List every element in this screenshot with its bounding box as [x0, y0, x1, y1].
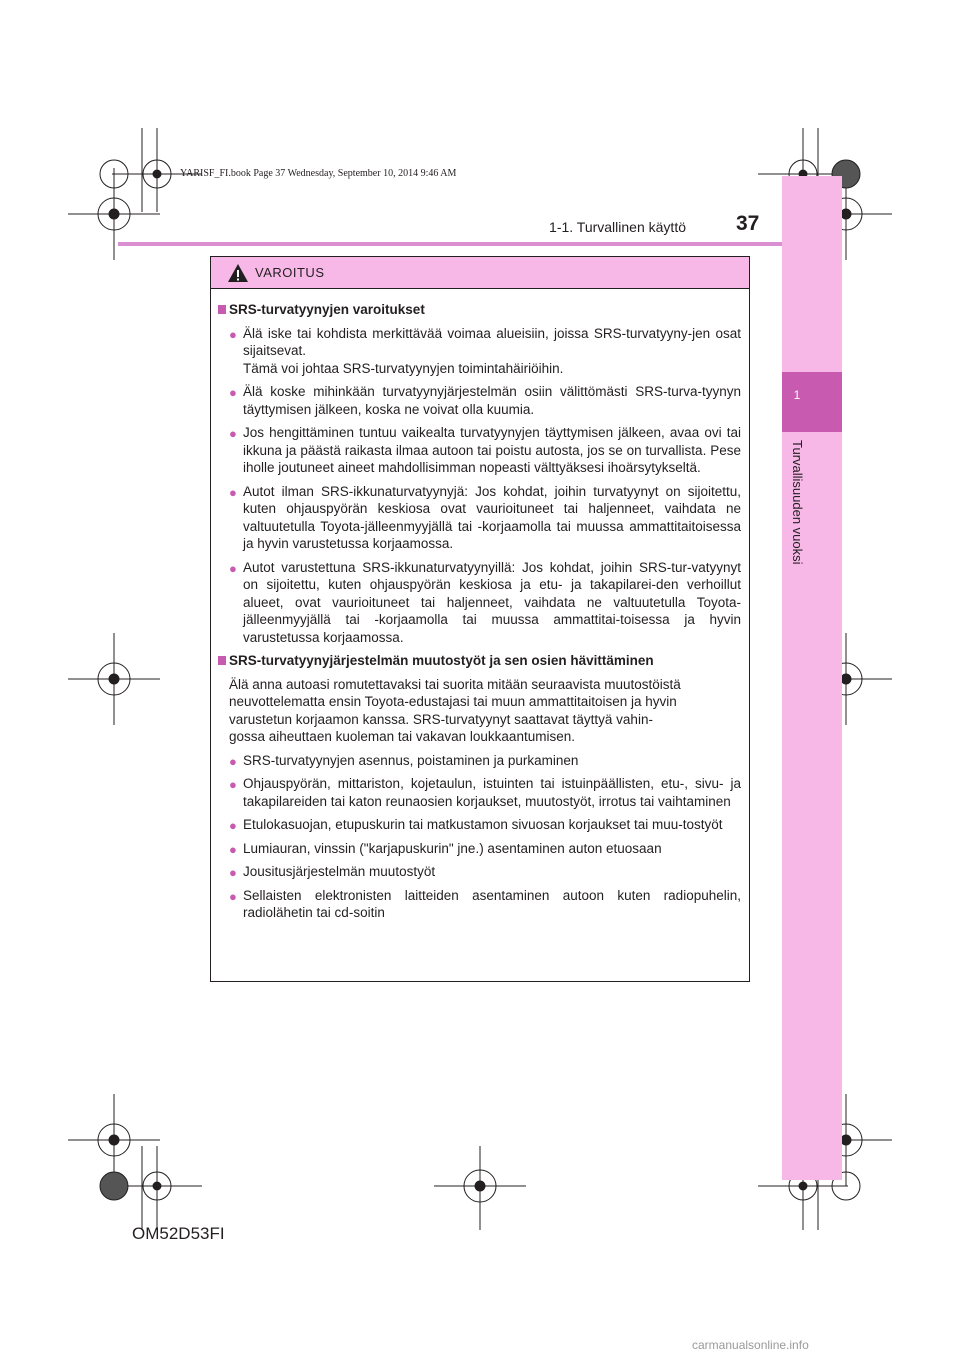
list-item: ● Jousitusjärjestelmän muutostyöt — [229, 864, 436, 880]
warning-body — [211, 289, 749, 922]
bullet-icon: ● — [229, 841, 237, 857]
bullet-icon: ● — [229, 426, 237, 441]
list-item: ● SRS-turvatyynyjen asennus, poistaminen ja purkaminen — [229, 752, 579, 769]
list-item: ● Autot ilman SRS-ikkunaturvatyynyjä: Jos kohdat, joihin turvatyynyt on sijoitettu, kuten ohjauspyörän keskiosa ovat vaurioituneet tai haljenneet, vaihdata ne valtuutetulla Toyota-jälleenmyyjällä tai -korjaamolla tai muussa ammattitaitoisessa ja hyvin varustetussa korjaamossa. — [229, 483, 741, 551]
list-item: ● Lumiauran, vinssin ("karjapuskurin" jne.) asentaminen auton etuosaan — [229, 840, 662, 857]
list-item: ● Älä iske tai kohdista merkittävää voimaa alueisiin, joissa SRS-turvatyyny-jen osat sijaitsevat. Tämä voi johtaa SRS-turvatyynyjen toimintahäiriöihin. — [229, 325, 741, 376]
watermark: carmanualsonline.info — [692, 1338, 809, 1352]
side-tab-label: Turvallisuuden vuoksi — [790, 440, 805, 565]
list-item: ● Autot varustettuna SRS-ikkunaturvatyynyillä: Jos kohdat, joihin SRS-tur-vatyynyt on sijoitettu, kuten ohjauspyörän keskiosa ja etu- ja takapilarei-den verhoillut alueet, ovat vaurioituneet tai haljenneet, vaihdata ne valtuutetulla Toyota-jälleenmyyjällä tai -korjaamolla tai muussa ammattitai-toisessa ja hyvin varustetussa korjaamossa. — [229, 559, 741, 645]
section-title: 1-1. Turvallinen käyttö — [549, 219, 686, 235]
bullet-icon: ● — [229, 888, 237, 904]
bullet-icon: ● — [229, 865, 237, 880]
warning-box — [210, 256, 750, 982]
manual-code: OM52D53FI — [132, 1224, 225, 1243]
list-item: ● Sellaisten elektronisten laitteiden asentaminen autoon kuten radiopuhelin, radiolähetin tai cd-soitin — [229, 887, 741, 920]
bullet-icon: ● — [229, 385, 237, 400]
list-item: ● Etulokasuojan, etupuskurin tai matkustamon sivuosan korjaukset tai muu-tostyöt — [229, 817, 723, 833]
side-tab — [782, 176, 842, 1180]
bullet-icon: ● — [229, 560, 237, 576]
section-heading: SRS-turvatyynyjärjestelmän muutostyöt ja sen osien hävittäminen — [217, 652, 741, 670]
warning-header — [211, 257, 749, 289]
bullet-icon: ● — [229, 777, 237, 792]
side-tab-chapter-marker — [782, 372, 842, 432]
header-rule — [118, 242, 782, 246]
list-item: ● Ohjauspyörän, mittariston, kojetaulun, istuinten tai istuinpäällisten, etu-, sivu- ja takapilareiden tai katon reunaosien korjaukset, muutostyöt, irrotus tai vaihtaminen — [229, 776, 741, 809]
section-heading: SRS-turvatyynyjen varoitukset — [217, 301, 741, 319]
bullet-icon: ● — [229, 818, 237, 833]
list-item: ● Älä koske mihinkään turvatyynyjärjestelmän osiin välittömästi SRS-turva-tyynyn täyttymisen jälkeen, koska ne voivat olla kuumia. — [229, 384, 741, 417]
bullet-icon: ● — [229, 326, 237, 342]
bullet-icon: ● — [229, 484, 237, 500]
side-tab-number: 1 — [793, 388, 801, 402]
section-paragraph: Älä anna autoasi romutettavaksi tai suorita mitään seuraavista muutostöistä neuvottelematta ensin Toyota-edustajasi tai muun ammattitaitoisen ja hyvin varustetun korjaamon kanssa. SRS-turvatyynyt saattavat täyttyä vahin- gossa aiheuttaen kuoleman tai vakavan loukkaantumisen. — [229, 676, 681, 744]
page-number: 37 — [736, 212, 760, 235]
list-item: ● Jos hengittäminen tuntuu vaikealta turvatyynyjen täyttymisen jälkeen, avaa ovi tai ikkuna ja päästä raikasta ilmaa autoon tai poistu autosta, jos se on turvallista. Pese iholle joutuneet aineet mahdollisimman nopeasti välttyäksesi ihoärsytykseltä. — [229, 425, 741, 475]
book-info-line: YARISF_FI.book Page 37 Wednesday, September 10, 2014 9:46 AM — [180, 168, 457, 179]
warning-title: VAROITUS — [255, 265, 325, 280]
warning-triangle-icon — [227, 263, 249, 283]
bullet-icon: ● — [229, 753, 237, 769]
